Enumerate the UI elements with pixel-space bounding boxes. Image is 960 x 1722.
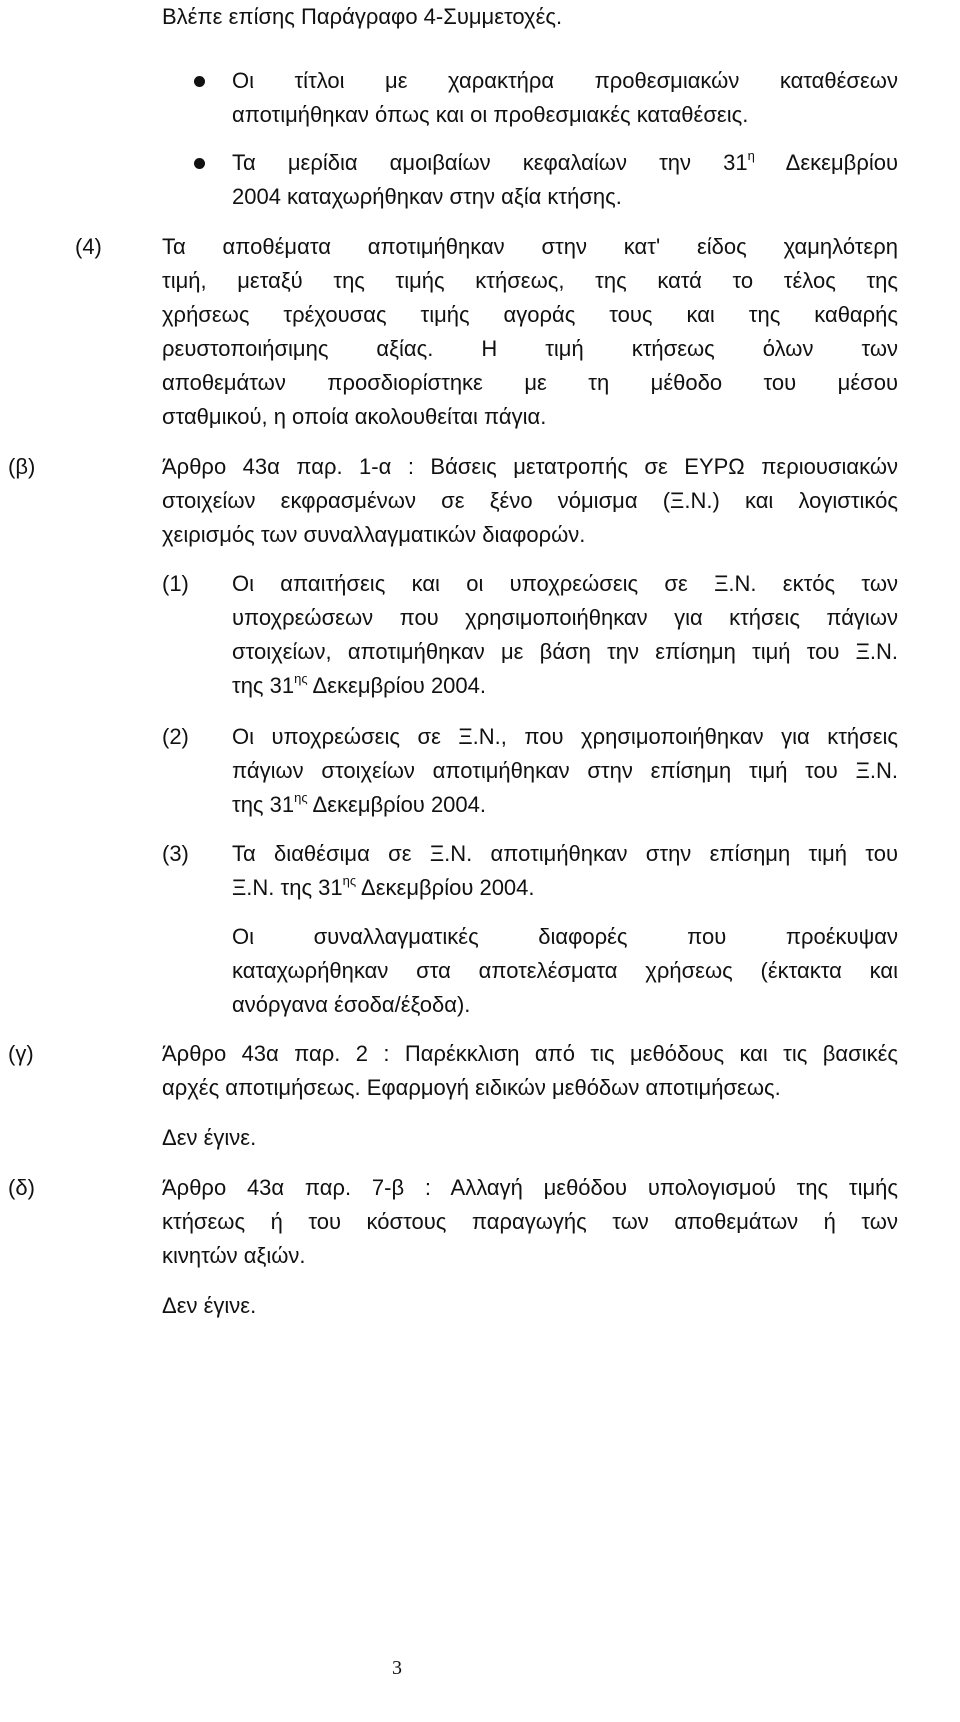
intro-text: Βλέπε επίσης Παράγραφο 4-Συμμετοχές.	[162, 4, 563, 29]
item-4-marker: (4)	[75, 234, 102, 259]
text: Δεκεμβρίου 2004.	[307, 792, 486, 817]
section-d-heading: Άρθρο 43α παρ. 7-β : Αλλαγή μεθόδου υπολογισμού της τιμής	[162, 1175, 898, 1200]
item-4-line: Τα αποθέματα αποτιμήθηκαν στην κατ' είδος χαμηλότερη	[162, 234, 898, 259]
section-c-status: Δεν έγινε.	[162, 1125, 257, 1150]
section-b-heading: Άρθρο 43α παρ. 1-α : Βάσεις μετατροπής σε ΕΥΡΩ περιουσιακών	[162, 454, 898, 479]
sub-item-2-line	[232, 790, 486, 820]
note-line: ανόργανα έσοδα/έξοδα).	[232, 992, 471, 1017]
sub-item-2-line: πάγιων στοιχείων αποτιμήθηκαν στην επίσημη τιμή του Ξ.Ν.	[232, 758, 898, 783]
item-4-line: ρευστοποιήσιμης αξίας. Η τιμή κτήσεως όλων των	[162, 336, 898, 361]
page-number: 3	[392, 1657, 402, 1679]
section-b-heading: στοιχείων εκφρασμένων σε ξένο νόμισμα (Ξ.Ν.) και λογιστικός	[162, 488, 898, 513]
text: Τα μερίδια αμοιβαίων κεφαλαίων την 31	[232, 150, 748, 175]
sub-item-3-line	[232, 873, 535, 903]
section-d-status: Δεν έγινε.	[162, 1293, 257, 1318]
section-b-heading: χειρισμός των συναλλαγματικών διαφορών.	[162, 522, 586, 547]
bullet-1-line: Οι τίτλοι με χαρακτήρα προθεσμιακών καταθέσεων	[232, 68, 898, 93]
bullet-2-line	[232, 148, 898, 178]
sub-item-1-line	[232, 671, 486, 701]
superscript: ης	[294, 789, 308, 805]
text: Δεκεμβρίου	[754, 150, 898, 175]
superscript: ης	[342, 872, 357, 888]
text: Δεκεμβρίου 2004.	[307, 673, 486, 698]
text: Δεκεμβρίου 2004.	[356, 875, 535, 900]
bullet-2-line: 2004 καταχωρήθηκαν στην αξία κτήσης.	[232, 184, 622, 209]
note-line: Οι συναλλαγματικές διαφορές που προέκυψαν	[232, 924, 898, 949]
sub-item-3-marker: (3)	[162, 841, 189, 866]
sub-item-3-line: Τα διαθέσιμα σε Ξ.Ν. αποτιμήθηκαν στην επίσημη τιμή του	[232, 841, 898, 866]
section-d-heading: κτήσεως ή του κόστους παραγωγής των αποθεμάτων ή των	[162, 1209, 898, 1234]
section-d-marker: (δ)	[8, 1175, 35, 1200]
note-line: καταχωρήθηκαν στα αποτελέσματα χρήσεως (έκτακτα και	[232, 958, 898, 983]
sub-item-1-line: Οι απαιτήσεις και οι υποχρεώσεις σε Ξ.Ν. εκτός των	[232, 571, 898, 596]
item-4-line: χρήσεως τρέχουσας τιμής αγοράς τους και της καθαρής	[162, 302, 898, 327]
item-4-line: σταθμικού, η οποία ακολουθείται πάγια.	[162, 404, 547, 429]
sub-item-1-line: στοιχείων, αποτιμήθηκαν με βάση την επίσημη τιμή του Ξ.Ν.	[232, 639, 898, 664]
item-4-line: αποθεμάτων προσδιορίστηκε με τη μέθοδο του μέσου	[162, 370, 898, 395]
superscript: η	[747, 147, 755, 163]
text: της 31	[232, 792, 295, 817]
sub-item-2-line: Οι υποχρεώσεις σε Ξ.Ν., που χρησιμοποιήθηκαν για κτήσεις	[232, 724, 898, 749]
section-c-marker: (γ)	[8, 1041, 34, 1066]
sub-item-1-marker: (1)	[162, 571, 189, 596]
sub-item-1-line: υποχρεώσεων που χρησιμοποιήθηκαν για κτήσεις πάγιων	[232, 605, 898, 630]
item-4-line: τιμή, μεταξύ της τιμής κτήσεως, της κατά το τέλος της	[162, 268, 898, 293]
bullet-icon	[194, 158, 205, 169]
sub-item-2-marker: (2)	[162, 724, 189, 749]
bullet-icon	[194, 76, 205, 87]
superscript: ης	[294, 670, 308, 686]
bullet-1-line: αποτιμήθηκαν όπως και οι προθεσμιακές καταθέσεις.	[232, 102, 749, 127]
section-d-heading: κινητών αξιών.	[162, 1243, 306, 1268]
text: της 31	[232, 673, 295, 698]
section-b-marker: (β)	[8, 454, 36, 479]
section-c-heading: Άρθρο 43α παρ. 2 : Παρέκκλιση από τις μεθόδους και τις βασικές	[162, 1041, 898, 1066]
text: Ξ.Ν. της 31	[232, 875, 343, 900]
section-c-heading: αρχές αποτιμήσεως. Εφαρμογή ειδικών μεθόδων αποτιμήσεως.	[162, 1075, 781, 1100]
